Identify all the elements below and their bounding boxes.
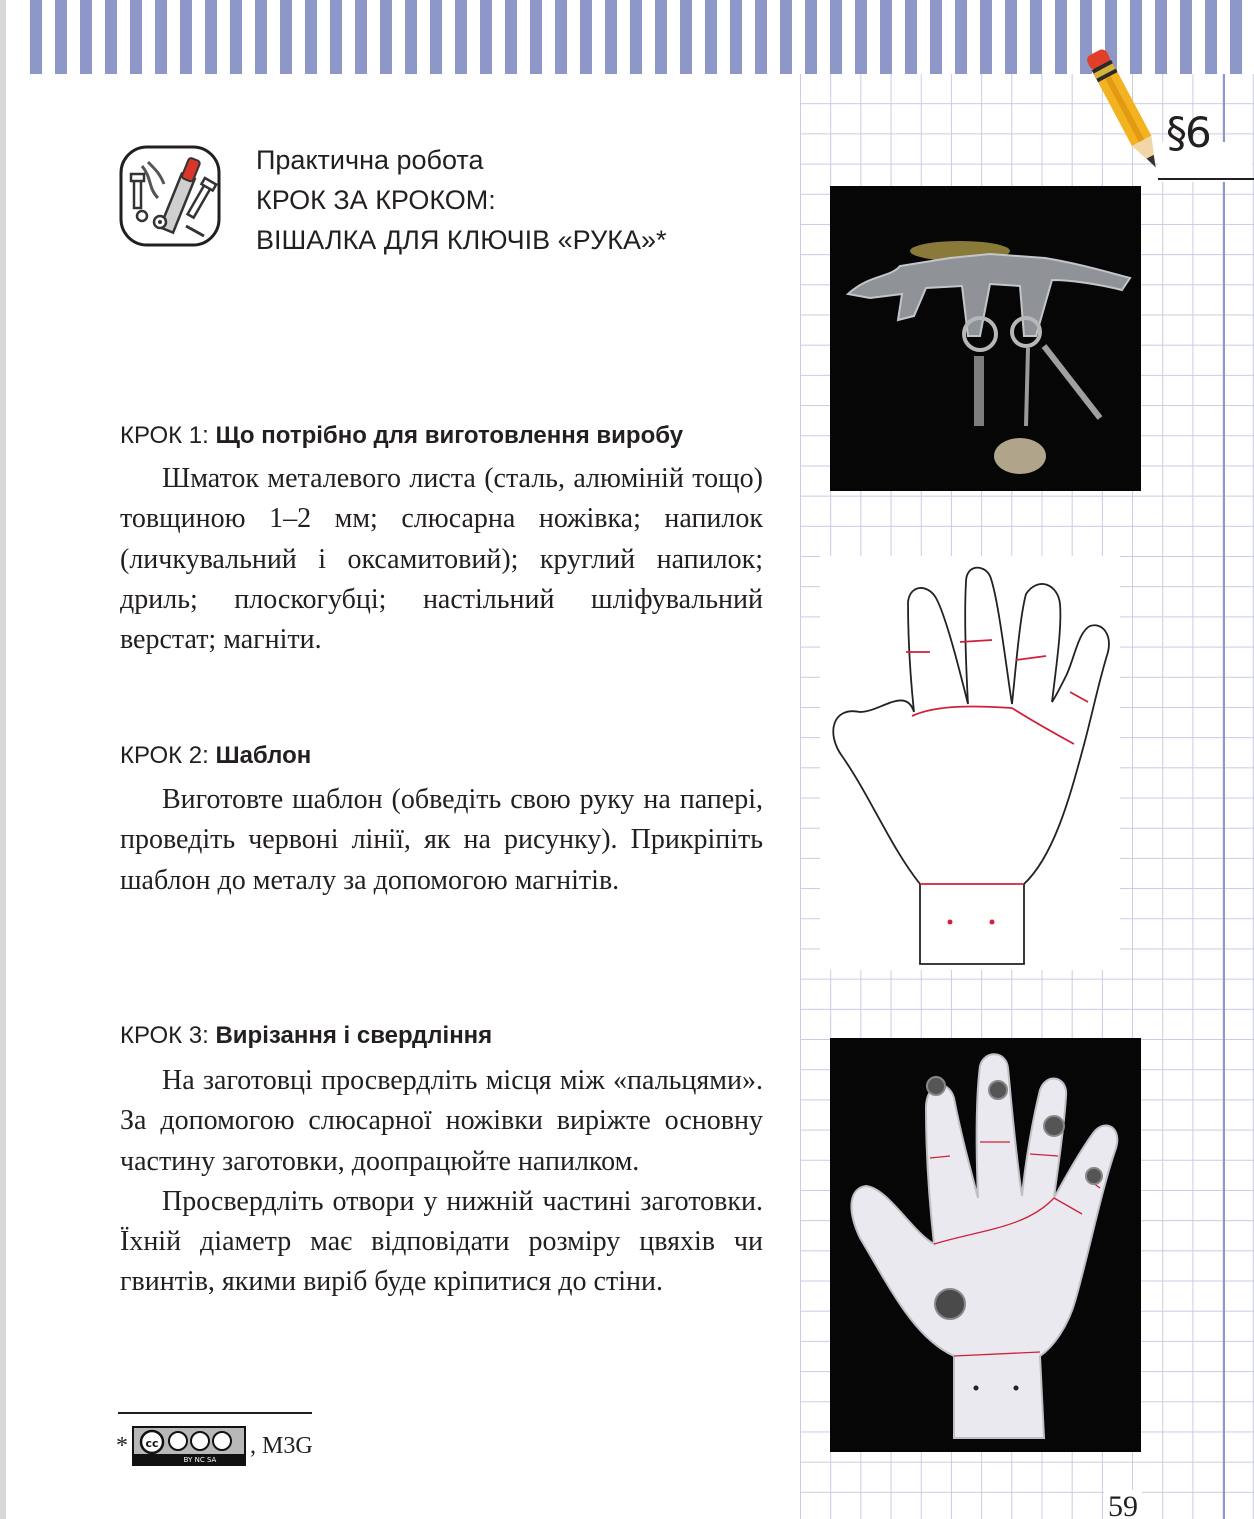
- step-2-text: [120, 780, 763, 901]
- step-3-title: Вирізання і свердління: [215, 1022, 493, 1049]
- step-3-paragraph-2: Просвердліть отвори у нижній частині заготовки. Їхній діаметр має відповідати розміру цвяхів чи гвинтів, якими виріб буде кріпитися до стіни.: [120, 1185, 763, 1298]
- step-2-label: КРОК 2:: [120, 742, 209, 769]
- page-edge: [0, 0, 6, 1519]
- step-1-heading: [120, 422, 683, 450]
- step-2-heading: [120, 742, 311, 770]
- cc-license-terms: BY NC SA: [183, 1456, 217, 1464]
- footnote: [116, 1426, 313, 1466]
- step-1-label: КРОК 1:: [120, 422, 209, 449]
- step-1-text: [120, 459, 763, 660]
- cut-hand-illustration: [830, 1038, 1141, 1452]
- key-holder-illustration: [830, 186, 1141, 491]
- section-underline: [1158, 178, 1254, 180]
- step-3-text: [120, 1061, 763, 1303]
- tools-icon: [118, 144, 222, 248]
- title-line-1: Практична робота: [256, 145, 484, 175]
- footnote-rule: [118, 1412, 312, 1414]
- hand-outline: [820, 556, 1120, 970]
- svg-text:cc: cc: [145, 1437, 159, 1450]
- step-1-paragraph: Шматок металевого листа (сталь, алюміній тощо) товщиною 1–2 мм; слюсарна ножівка; напилок (личкувальний і оксамитовий); круглий напилок; дриль; плоскогубці; настільний шліфувальний верстат; магніти.: [120, 463, 763, 656]
- title-line-2: КРОК ЗА КРОКОМ:: [256, 185, 496, 215]
- photo-cut-template: [830, 1038, 1141, 1452]
- hand-template-drawing: [820, 556, 1120, 970]
- step-1-title: Що потрібно для виготовлення виробу: [215, 422, 684, 449]
- step-3-paragraph-1: На заготовці просвердліть місця між «пальцями». За допомогою слюсарної ножівки виріжте основну частину заготовки, доопрацюйте напилком.: [120, 1065, 763, 1177]
- title-line-3: ВІШАЛКА ДЛЯ КЛЮЧІВ «РУКА»*: [256, 225, 667, 255]
- footnote-source: , M3G: [250, 1432, 313, 1459]
- footnote-mark: *: [116, 1432, 128, 1459]
- photo-finished-key-holder: [830, 186, 1141, 491]
- step-2-title: Шаблон: [215, 742, 312, 769]
- margin-line: [1223, 74, 1225, 1519]
- step-3-heading: [120, 1022, 492, 1050]
- top-stripe-border: [30, 0, 1254, 74]
- cc-license-icon: [132, 1426, 246, 1466]
- page-title: [256, 140, 667, 260]
- section-sign: §6: [1166, 108, 1210, 157]
- step-2-paragraph: Виготовте шаблон (обведіть свою руку на папері, проведіть червоні лінії, як на рисунку). Прикріпіть шаблон до металу за допомогою магнітів.: [120, 784, 763, 896]
- page-number: 59: [1104, 1490, 1142, 1519]
- step-3-label: КРОК 3:: [120, 1022, 209, 1049]
